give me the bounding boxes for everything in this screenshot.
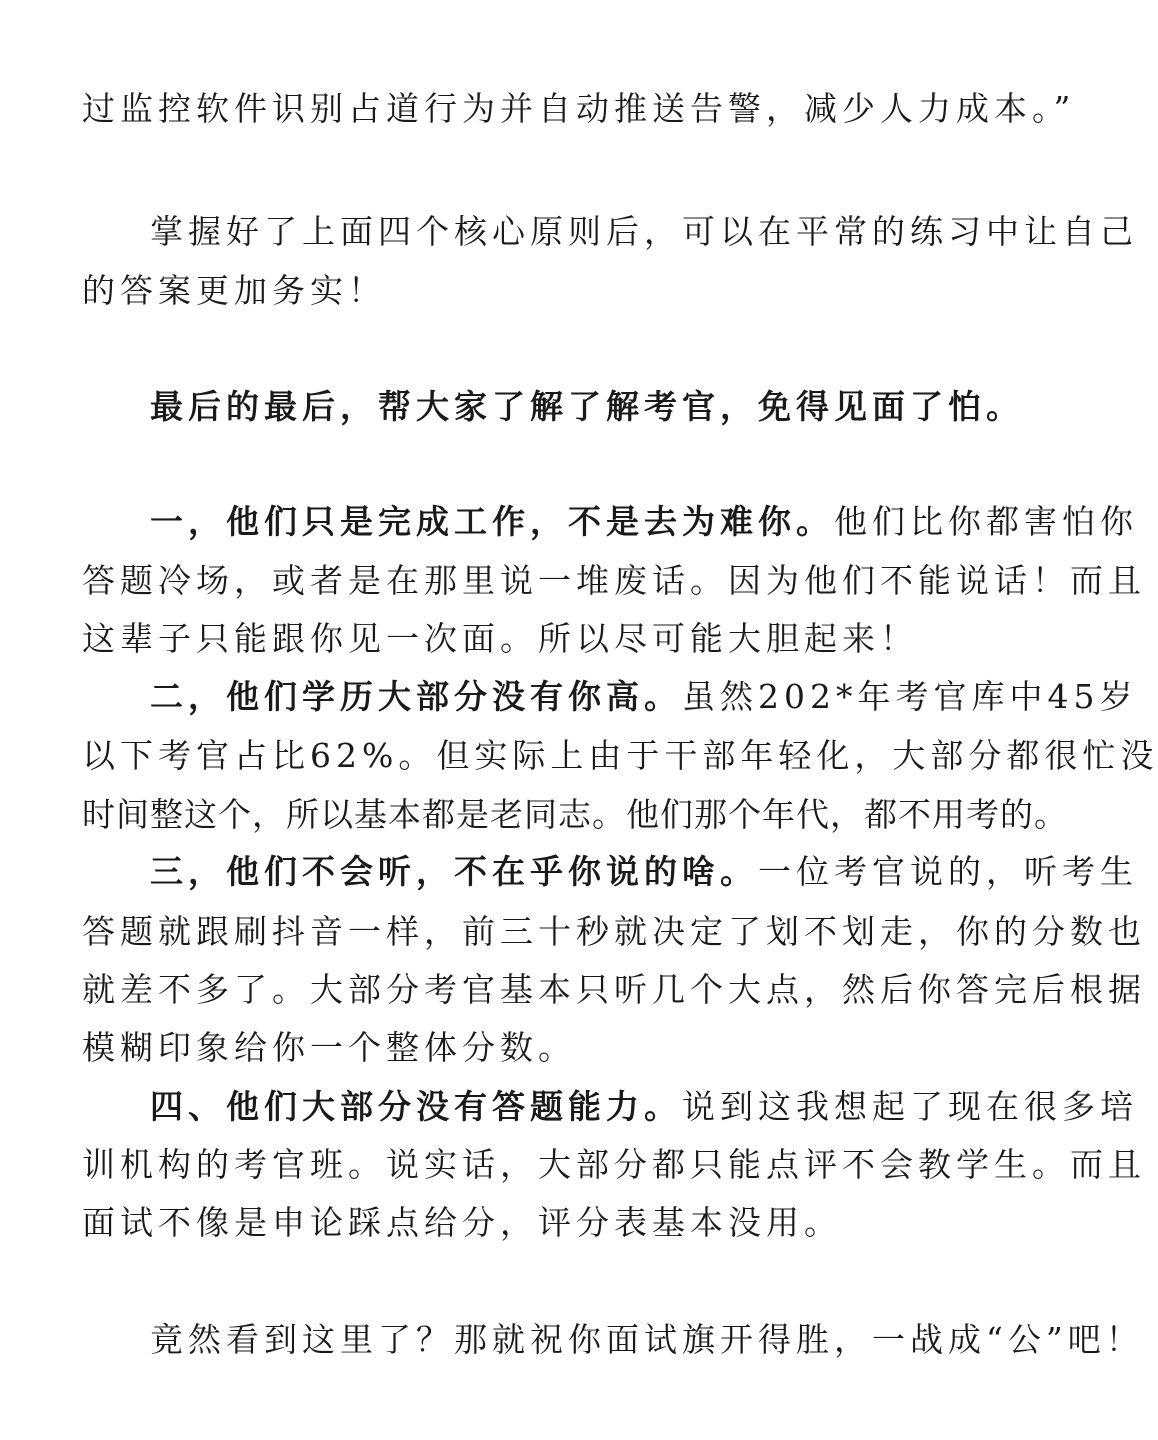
text: 模糊印象给你一个整体分数。	[82, 1028, 576, 1067]
point-3-line	[150, 843, 1138, 901]
point-2-line	[82, 786, 1068, 844]
text: 答题冷场，或者是在那里说一堆废话。因为他们不能说话！而且	[82, 561, 1146, 600]
point-4-line	[150, 1078, 1138, 1136]
text: 这辈子只能跟你见一次面。所以尽可能大胆起来！	[82, 619, 918, 658]
point-1-line	[82, 610, 1006, 668]
section-heading	[150, 378, 1024, 436]
text: 训机构的考官班。说实话，大部分都只能点评不会教学生。而且	[82, 1145, 1146, 1184]
point-2-line	[82, 727, 1158, 785]
text: 一位考官说的，听考生	[758, 852, 1138, 891]
paragraph-line	[82, 80, 1076, 138]
text: 面试不像是申论踩点给分，评分表基本没用。	[82, 1203, 842, 1242]
closing-line	[150, 1311, 1144, 1369]
point-3-title: 三，他们不会听，不在乎你说的啥。	[150, 852, 758, 891]
text: 答题就跟刷抖音一样，前三十秒就决定了划不划走，你的分数也	[82, 912, 1146, 951]
heading-text: 最后的最后，帮大家了解了解考官，免得见面了怕。	[150, 387, 1024, 426]
point-4-line	[82, 1136, 1146, 1194]
text: 时间整这个，所以基本都是老同志。他们那个年代，都不用考的。	[82, 795, 1068, 834]
paragraph-line	[82, 262, 1006, 320]
text: 掌握好了上面四个核心原则后，可以在平常的练习中让自己	[150, 212, 1138, 251]
point-3-line	[82, 961, 1146, 1019]
text: 他们比你都害怕你	[834, 502, 1138, 541]
point-1-line	[150, 493, 1138, 551]
paragraph-line	[150, 203, 1138, 261]
point-4-title: 四、他们大部分没有答题能力。	[150, 1087, 682, 1126]
text: 竟然看到这里了？那就祝你面试旗开得胜，一战成“公”吧！	[150, 1320, 1144, 1359]
text: 就差不多了。大部分考官基本只听几个大点，然后你答完后根据	[82, 970, 1146, 1009]
text: 的答案更加务实！	[82, 271, 386, 310]
point-2-line	[150, 668, 1138, 726]
point-4-line	[82, 1194, 1006, 1252]
point-3-line	[82, 1019, 1006, 1077]
text: 过监控软件识别占道行为并自动推送告警，减少人力成本。”	[82, 89, 1076, 128]
text: 以下考官占比62%。但实际上由于干部年轻化，大部分都很忙没	[82, 736, 1158, 775]
point-3-line	[82, 903, 1146, 961]
point-2-title: 二，他们学历大部分没有你高。	[150, 677, 682, 716]
text: 说到这我想起了现在很多培	[682, 1087, 1138, 1126]
point-1-line	[82, 552, 1146, 610]
point-1-title: 一，他们只是完成工作，不是去为难你。	[150, 502, 834, 541]
text: 虽然202*年考官库中45岁	[682, 677, 1138, 716]
